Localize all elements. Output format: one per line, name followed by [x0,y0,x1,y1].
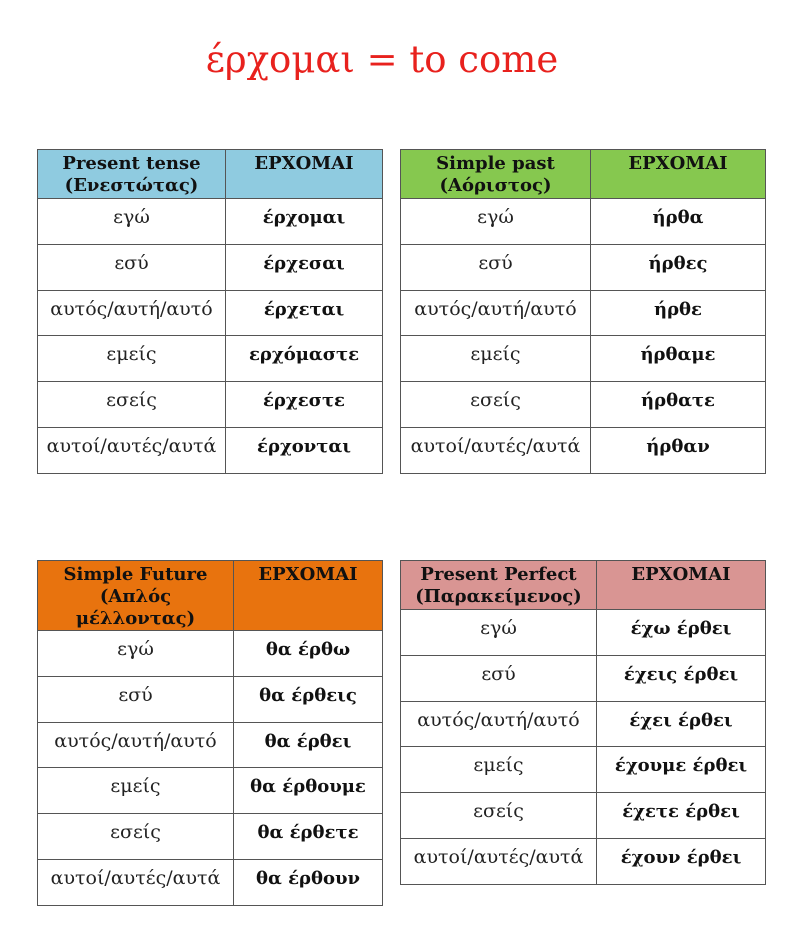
verb-form-cell: ήρθα [591,199,766,245]
tense-greek-name: (Ενεστώτας) [64,175,199,196]
page-title: έρχομαι = to come [205,38,559,81]
tense-greek-name: (Παρακείμενος) [415,586,582,607]
verb-form-cell: έρχεται [226,290,383,336]
table-row [38,722,383,768]
pronoun-cell: εσείς [38,814,234,860]
verb-header: ΕΡΧΟΜΑΙ [591,150,766,199]
table-header-row [401,561,766,610]
simple-future-table [37,560,383,906]
table-header-row [38,150,383,199]
verb-form-cell: έχετε έρθει [597,793,766,839]
table-row [38,768,383,814]
table-row [38,427,383,473]
table-row [38,290,383,336]
table-row [38,336,383,382]
table-row [38,814,383,860]
table-row [401,793,766,839]
table-row [401,244,766,290]
table-row [401,747,766,793]
pronoun-cell: αυτοί/αυτές/αυτά [401,427,591,473]
verb-form-cell: θα έρθω [234,631,383,677]
tense-header [401,150,591,199]
verb-form-cell: έρχομαι [226,199,383,245]
verb-form-cell: θα έρθουμε [234,768,383,814]
table-row [401,655,766,701]
pronoun-cell: αυτός/αυτή/αυτό [401,290,591,336]
table-row [401,382,766,428]
verb-form-cell: έχει έρθει [597,701,766,747]
verb-form-cell: έχω έρθει [597,610,766,656]
verb-form-cell: έρχεστε [226,382,383,428]
pronoun-cell: αυτοί/αυτές/αυτά [38,859,234,905]
tense-greek-name: (Απλός μέλλοντας) [75,586,196,629]
tense-header [38,561,234,631]
verb-form-cell: έρχεσαι [226,244,383,290]
table-row [401,427,766,473]
pronoun-cell: εσείς [401,793,597,839]
pronoun-cell: αυτοί/αυτές/αυτά [401,838,597,884]
verb-form-cell: ήρθατε [591,382,766,428]
verb-form-cell: έχεις έρθει [597,655,766,701]
pronoun-cell: εγώ [401,610,597,656]
table-row [38,244,383,290]
table-row [38,676,383,722]
verb-form-cell: θα έρθεις [234,676,383,722]
tense-name: Simple past [436,153,555,174]
pronoun-cell: εσύ [401,655,597,701]
verb-header: ΕΡΧΟΜΑΙ [226,150,383,199]
verb-form-cell: ήρθε [591,290,766,336]
pronoun-cell: αυτός/αυτή/αυτό [38,722,234,768]
pronoun-cell: εγώ [38,199,226,245]
pronoun-cell: εμείς [401,747,597,793]
pronoun-cell: αυτός/αυτή/αυτό [401,701,597,747]
table-row [401,336,766,382]
pronoun-cell: αυτοί/αυτές/αυτά [38,427,226,473]
pronoun-cell: εσείς [38,382,226,428]
verb-form-cell: έχουν έρθει [597,838,766,884]
verb-form-cell: ήρθαμε [591,336,766,382]
verb-form-cell: ήρθαν [591,427,766,473]
verb-form-cell: θα έρθετε [234,814,383,860]
pronoun-cell: εγώ [38,631,234,677]
table-header-row [401,150,766,199]
pronoun-cell: εσύ [38,244,226,290]
present-tense-table [37,149,383,474]
verb-form-cell: ερχόμαστε [226,336,383,382]
table-row [38,199,383,245]
table-row [38,382,383,428]
table-row [401,838,766,884]
pronoun-cell: εγώ [401,199,591,245]
present-perfect-table [400,560,766,885]
table-row [401,199,766,245]
pronoun-cell: εμείς [401,336,591,382]
simple-past-table [400,149,766,474]
verb-form-cell: θα έρθει [234,722,383,768]
verb-form-cell: έρχονται [226,427,383,473]
table-row [38,631,383,677]
pronoun-cell: εσείς [401,382,591,428]
verb-header: ΕΡΧΟΜΑΙ [234,561,383,631]
pronoun-cell: εμείς [38,336,226,382]
tense-header [401,561,597,610]
table-header-row [38,561,383,631]
tense-greek-name: (Αόριστος) [439,175,552,196]
pronoun-cell: εσύ [38,676,234,722]
table-row [401,290,766,336]
table-row [38,859,383,905]
table-row [401,610,766,656]
tense-name: Simple Future [63,564,208,585]
tense-name: Present tense [62,153,201,174]
pronoun-cell: εμείς [38,768,234,814]
table-row [401,701,766,747]
tense-name: Present Perfect [420,564,577,585]
verb-form-cell: έχουμε έρθει [597,747,766,793]
tense-header [38,150,226,199]
verb-form-cell: θα έρθουν [234,859,383,905]
pronoun-cell: αυτός/αυτή/αυτό [38,290,226,336]
verb-header: ΕΡΧΟΜΑΙ [597,561,766,610]
verb-form-cell: ήρθες [591,244,766,290]
pronoun-cell: εσύ [401,244,591,290]
